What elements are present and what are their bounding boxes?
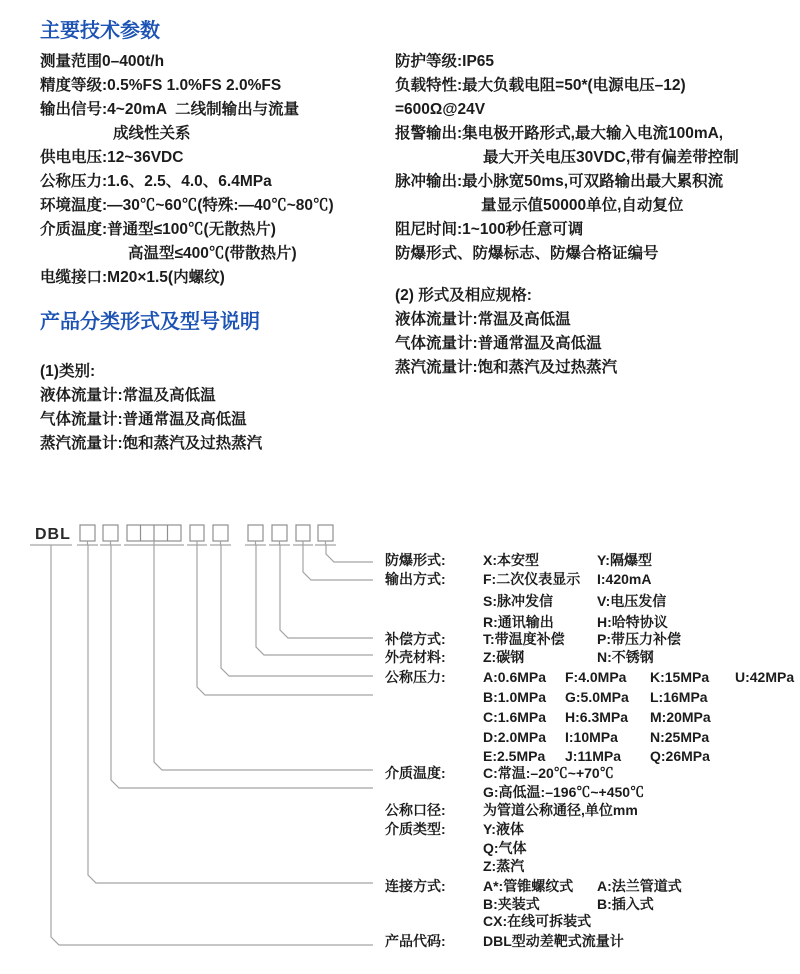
diagram-option: Y:隔爆型 <box>597 552 652 568</box>
diagram-label: 公称压力: <box>385 669 446 685</box>
model-digit-box-group <box>127 525 181 541</box>
section-title-classification: 产品分类形式及型号说明 <box>40 311 260 333</box>
diagram-option: U:42MPa <box>735 669 795 685</box>
diagram-option: A:法兰管道式 <box>597 878 682 894</box>
diagram-label: 补偿方式: <box>385 631 446 647</box>
diagram-option: G:高低温:–196℃~+450℃ <box>483 784 645 800</box>
spec-line: 量显示值50000单位,自动复位 <box>481 197 684 214</box>
diagram-row-explosionproof <box>385 553 795 567</box>
connector-explosionproof <box>326 545 373 562</box>
spec-line: 防爆形式、防爆标志、防爆合格证编号 <box>395 245 659 262</box>
forms-spec-line: 蒸汽流量计:饱和蒸汽及过热蒸汽 <box>395 359 618 376</box>
diagram-option: Z:蒸汽 <box>483 858 525 874</box>
diagram-option: Q:26MPa <box>650 748 710 764</box>
diagram-label: 外壳材料: <box>385 649 446 665</box>
diagram-option: Z:碳钢 <box>483 649 525 665</box>
spec-line: 高温型≤400℃(带散热片) <box>128 245 297 262</box>
spec-line: 阻尼时间:1~100秒任意可调 <box>395 221 584 238</box>
diagram-option: L:16MPa <box>650 689 708 705</box>
diagram-option: DBL型动差靶式流量计 <box>483 933 624 949</box>
connector-lines <box>51 545 373 945</box>
connector-compensation <box>280 545 373 638</box>
section-title-tech-params: 主要技术参数 <box>40 20 160 42</box>
diagram-row <box>385 841 795 855</box>
model-digit-boxes <box>80 525 333 541</box>
diagram-row <box>385 730 795 744</box>
connector-product-code <box>51 545 373 945</box>
model-digit-box <box>190 525 204 541</box>
diagram-option: C:1.6MPa <box>483 709 547 725</box>
forms-spec-line: (2) 形式及相应规格: <box>395 287 532 304</box>
diagram-option: B:插入式 <box>597 896 654 912</box>
diagram-row <box>385 749 795 763</box>
diagram-option: F:4.0MPa <box>565 669 627 685</box>
diagram-option: N:不锈钢 <box>597 649 654 665</box>
diagram-option: J:11MPa <box>565 748 622 764</box>
connector-medium-temperature <box>197 545 373 695</box>
connector-output-mode <box>303 545 373 580</box>
diagram-option: A:0.6MPa <box>483 669 547 685</box>
spec-line: 报警输出:集电极开路形式,最大输入电流100mA, <box>395 125 724 142</box>
diagram-option: Y:液体 <box>483 821 524 837</box>
model-digit-box <box>80 525 95 541</box>
diagram-row <box>385 785 795 799</box>
diagram-option: Q:气体 <box>483 840 527 856</box>
spec-line: 供电电压:12~36VDC <box>40 149 184 166</box>
diagram-option: I:10MPa <box>565 729 618 745</box>
connector-connection-mode <box>88 545 373 883</box>
diagram-option: T:带温度补偿 <box>483 631 565 647</box>
spec-line: 公称压力:1.6、2.5、4.0、6.4MPa <box>40 173 272 190</box>
model-digit-box <box>103 525 118 541</box>
model-digit-box <box>272 525 287 541</box>
spec-line: 介质温度:普通型≤100℃(无散热片) <box>40 221 276 238</box>
model-digit-box <box>248 525 263 541</box>
diagram-option: V:电压发信 <box>597 593 667 609</box>
diagram-label: 防爆形式: <box>385 552 446 568</box>
forms-spec-line: 气体流量计:普通常温及高低温 <box>395 335 602 352</box>
diagram-label: 产品代码: <box>385 933 446 949</box>
diagram-option: D:2.0MPa <box>483 729 547 745</box>
model-prefix: DBL <box>35 526 71 543</box>
diagram-option: G:5.0MPa <box>565 689 629 705</box>
diagram-row <box>385 710 795 724</box>
diagram-row <box>385 914 795 928</box>
category-line: (1)类别: <box>40 363 96 380</box>
spec-line: 环境温度:—30℃~60℃(特殊:—40℃~80℃) <box>40 197 334 214</box>
diagram-option: A*:管锥螺纹式 <box>483 878 574 894</box>
diagram-row-medium-type <box>385 822 795 836</box>
diagram-option: 为管道公称通径,单位mm <box>483 802 638 818</box>
spec-line: =600Ω@24V <box>395 101 486 118</box>
diagram-option: M:20MPa <box>650 709 711 725</box>
category-line: 蒸汽流量计:饱和蒸汽及过热蒸汽 <box>40 435 263 452</box>
underlines <box>30 541 336 545</box>
category-line: 液体流量计:常温及高低温 <box>40 387 216 404</box>
diagram-option: X:本安型 <box>483 552 539 568</box>
diagram-option: R:通讯输出 <box>483 614 554 630</box>
diagram-option: K:15MPa <box>650 669 710 685</box>
diagram-row <box>385 594 795 608</box>
diagram-option: CX:在线可拆装式 <box>483 913 592 929</box>
diagram-option: I:420mA <box>597 571 652 587</box>
diagram-row <box>385 897 795 911</box>
spec-line: 精度等级:0.5%FS 1.0%FS 2.0%FS <box>40 77 282 94</box>
diagram-label: 公称口径: <box>385 802 446 818</box>
spec-line: 负载特性:最大负载电阻=50*(电源电压–12) <box>395 77 686 94</box>
spec-line: 成线性关系 <box>113 125 191 142</box>
connector-nominal-pressure <box>221 545 373 676</box>
diagram-label: 介质温度: <box>385 765 446 781</box>
diagram-label: 输出方式: <box>385 571 446 587</box>
diagram-option: N:25MPa <box>650 729 710 745</box>
model-digit-box <box>296 525 310 541</box>
connector-housing-material <box>256 545 373 655</box>
diagram-label: 介质类型: <box>385 821 446 837</box>
spec-line: 输出信号:4~20mA 二线制输出与流量 <box>40 101 300 118</box>
diagram-row <box>385 859 795 873</box>
spec-line: 脉冲输出:最小脉宽50ms,可双路输出最大累积流 <box>395 173 724 190</box>
diagram-option: B:1.0MPa <box>483 689 547 705</box>
diagram-option: P:带压力补偿 <box>597 631 681 647</box>
diagram-row-compensation <box>385 632 795 646</box>
connector-nominal-diameter <box>154 545 373 770</box>
diagram-option: B:夹装式 <box>483 896 540 912</box>
model-digit-box <box>318 525 333 541</box>
diagram-row-nominal-pressure <box>385 670 795 684</box>
diagram-row-medium-temperature <box>385 766 795 780</box>
category-line: 气体流量计:普通常温及高低温 <box>40 411 247 428</box>
diagram-option: H:6.3MPa <box>565 709 629 725</box>
diagram-option: H:哈特协议 <box>597 614 668 630</box>
diagram-option: F:二次仪表显示 <box>483 571 581 587</box>
diagram-label: 连接方式: <box>385 878 446 894</box>
spec-line: 测量范围0–400t/h <box>40 53 165 70</box>
model-digit-box <box>213 525 228 541</box>
spec-line: 最大开关电压30VDC,带有偏差带控制 <box>483 149 739 166</box>
forms-spec-line: 液体流量计:常温及高低温 <box>395 311 571 328</box>
diagram-row-connection-mode <box>385 879 795 893</box>
diagram-option: E:2.5MPa <box>483 748 546 764</box>
diagram-row <box>385 615 795 629</box>
diagram-row-product-code <box>385 934 795 948</box>
spec-line: 电缆接口:M20×1.5(内螺纹) <box>40 269 225 286</box>
connector-medium-type <box>111 545 373 788</box>
diagram-row-housing-material <box>385 650 795 664</box>
diagram-option: C:常温:–20℃~+70℃ <box>483 765 614 781</box>
spec-line: 防护等级:IP65 <box>395 53 495 70</box>
diagram-row-nominal-diameter <box>385 803 795 817</box>
diagram-row <box>385 690 795 704</box>
diagram-option: S:脉冲发信 <box>483 593 553 609</box>
diagram-row-output-mode <box>385 572 795 586</box>
